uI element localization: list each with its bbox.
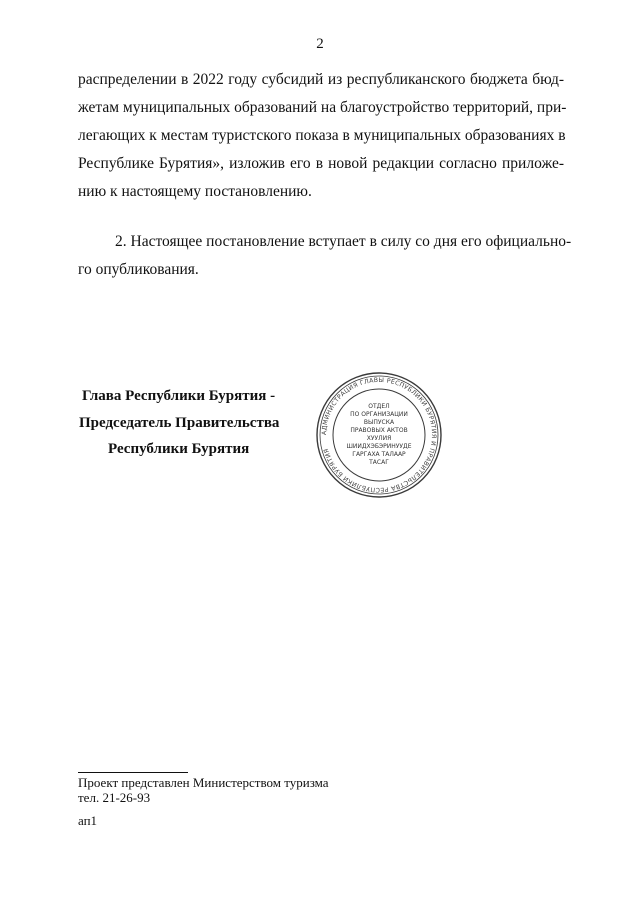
- signatory-title-line-3: Республики Бурятия: [108, 441, 250, 457]
- seal-inner-line: ТАСАГ: [369, 459, 389, 466]
- seal-inner-line: ПО ОРГАНИЗАЦИИ: [350, 411, 408, 418]
- paragraph-line: 2. Настоящее постановление вступает в силу со дня его официально-: [115, 233, 572, 250]
- footer-divider: [78, 772, 188, 773]
- paragraph-line: Республике Бурятия», изложив его в новой редакции согласно приложе-: [78, 155, 564, 172]
- footer-code: ап1: [78, 813, 98, 828]
- page-number: 2: [316, 36, 324, 52]
- paragraph-line: го опубликования.: [78, 261, 199, 278]
- paragraph-line: нию к настоящему постановлению.: [78, 183, 312, 200]
- seal-inner-line: ПРАВОВЫХ АКТОВ: [350, 427, 408, 434]
- seal-inner-line: ВЫПУСКА: [363, 419, 395, 426]
- official-seal-stamp: [314, 370, 444, 500]
- paragraph-2: [78, 228, 572, 284]
- footer-phone: тел. 21-26-93: [78, 790, 151, 805]
- signatory-title-line-2: Председатель Правительства: [79, 415, 280, 431]
- seal-inner-line: ШИИДХЭБЭРИНУУДЕ: [346, 443, 412, 450]
- paragraph-line: распределении в 2022 году субсидий из республиканского бюджета бюд-: [78, 71, 564, 88]
- signatory-title-line-1: Глава Республики Бурятия -: [82, 388, 276, 404]
- paragraph-line: легающих к местам туристского показа в муниципальных образованиях в: [78, 127, 566, 144]
- seal-inner-line: ГАРГАХА ТАЛААР: [352, 451, 406, 458]
- seal-ring-text: АДМИНИСТРАЦИЯ ГЛАВЫ РЕСПУБЛИКИ БУРЯТИЯ И ПРАВИТЕЛЬСТВА РЕСПУБЛИКИ БУРЯТИЯ: [320, 376, 438, 494]
- seal-inner-line: ОТДЕЛ: [368, 403, 390, 410]
- paragraph-line: жетам муниципальных образований на благоустройство территорий, при-: [78, 99, 567, 116]
- seal-inner-line: ХУУЛИЯ: [366, 435, 392, 442]
- paragraph-1: [78, 66, 567, 206]
- footer-submitted-by: Проект представлен Министерством туризма: [78, 775, 329, 790]
